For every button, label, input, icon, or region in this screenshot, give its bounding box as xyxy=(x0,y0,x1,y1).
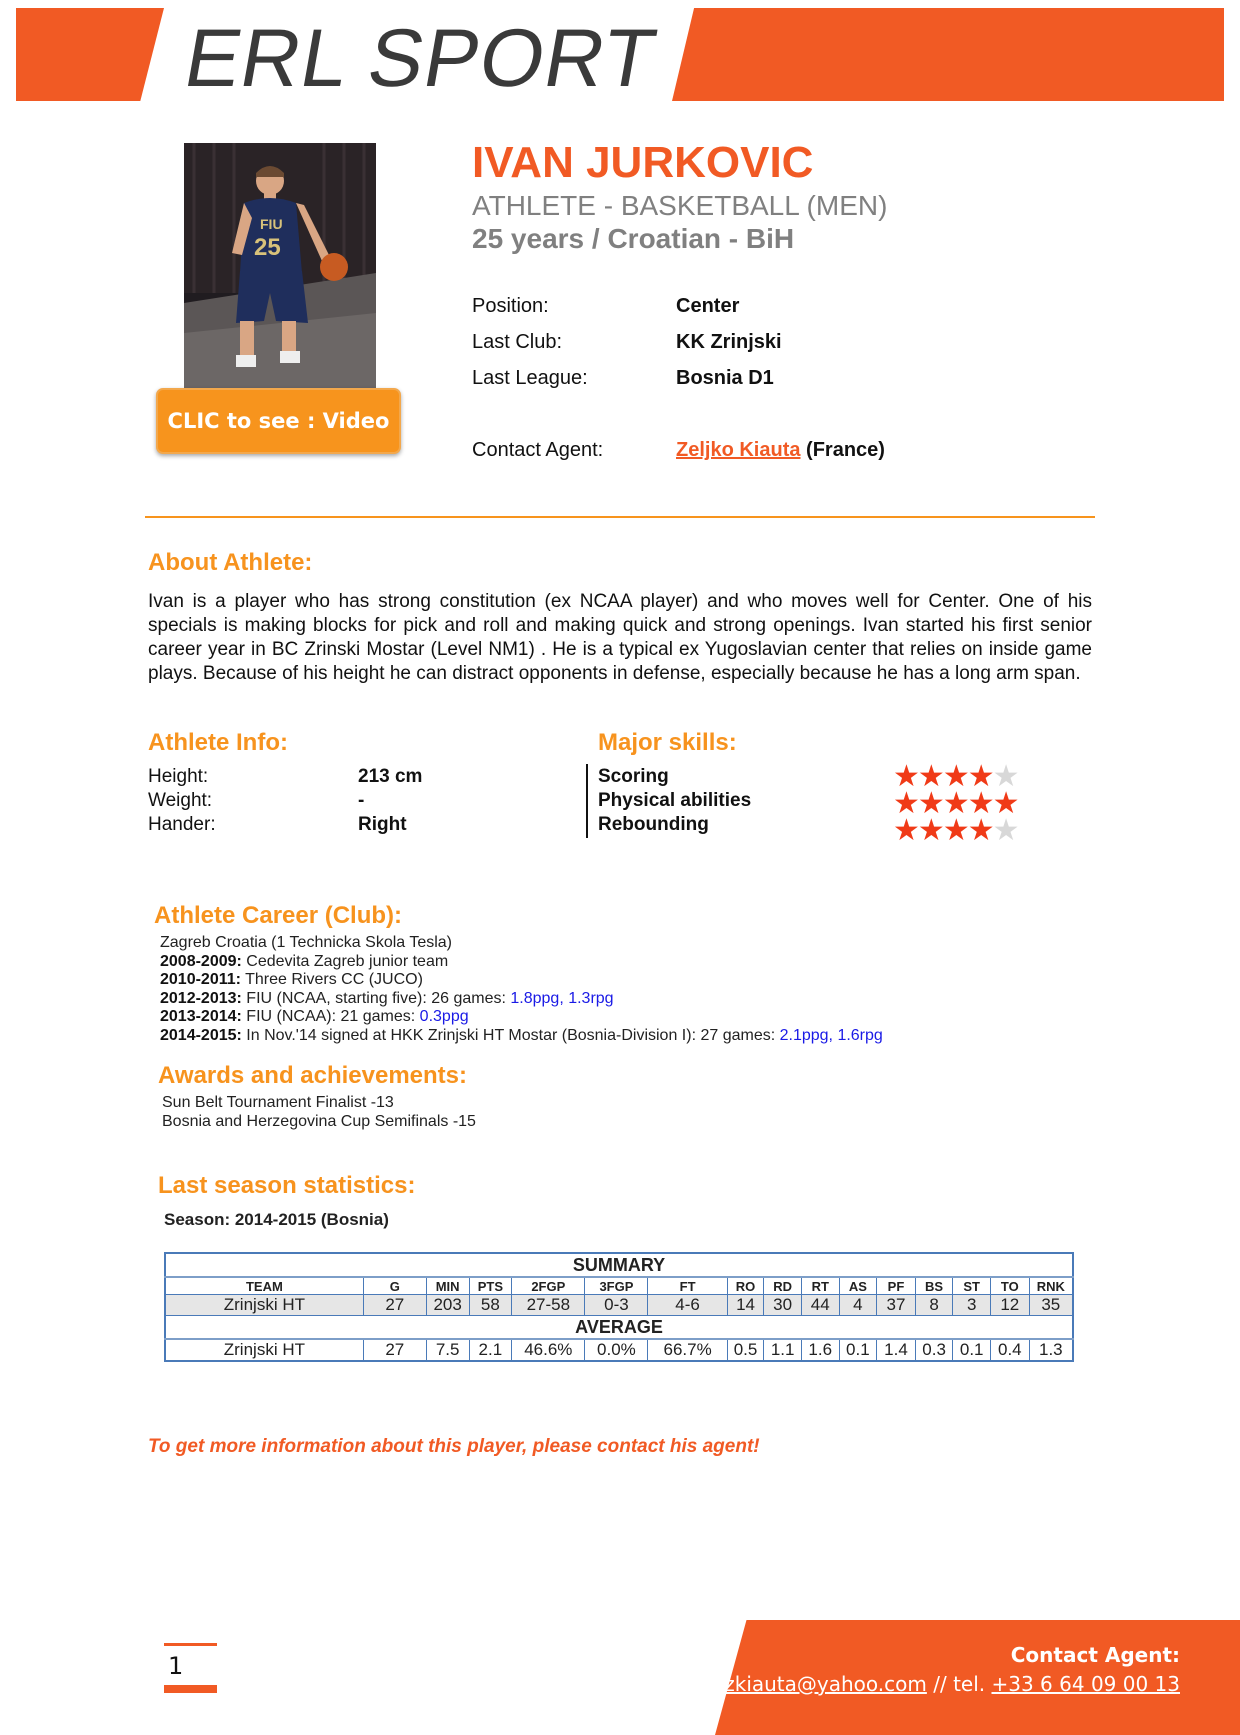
height-label: Height: xyxy=(148,766,209,787)
skill-stars-row xyxy=(893,814,1018,847)
last-club-value: KK Zrinjski xyxy=(676,331,782,353)
star-filled-icon: ★ xyxy=(917,814,943,847)
star-filled-icon: ★ xyxy=(893,814,918,847)
info-skills-divider xyxy=(586,764,588,838)
season-label: Season: 2014-2015 (Bosnia) xyxy=(164,1210,389,1229)
average-cell: 0.0% xyxy=(585,1339,648,1361)
athlete-role: ATHLETE - BASKETBALL (MEN) xyxy=(472,190,888,221)
skill-stars-row xyxy=(893,787,1018,820)
summary-cell: 35 xyxy=(1029,1295,1073,1316)
header-left-band xyxy=(16,8,164,101)
columns-cell: FT xyxy=(648,1277,727,1295)
columns-cell: AS xyxy=(839,1277,877,1295)
contact-agent-label: Contact Agent: xyxy=(472,439,604,461)
average-cell: 66.7% xyxy=(648,1339,727,1361)
stats-table xyxy=(164,1252,1074,1362)
summary-cell: Zrinjski HT xyxy=(165,1295,363,1316)
average-cell: 46.6% xyxy=(512,1339,585,1361)
award-line: Sun Belt Tournament Finalist -13 xyxy=(162,1094,394,1111)
average-cell: 0.5 xyxy=(727,1339,764,1361)
hander-label: Hander: xyxy=(148,814,216,835)
columns-cell: 3FGP xyxy=(585,1277,648,1295)
weight-value: - xyxy=(358,790,365,811)
star-filled-icon: ★ xyxy=(893,787,918,820)
summary-cell: 44 xyxy=(801,1295,839,1316)
footer-email-link[interactable]: zkiauta@yahoo.com xyxy=(724,1672,927,1696)
stats-title: Last season statistics: xyxy=(158,1172,416,1199)
average-cell: 0.4 xyxy=(991,1339,1030,1361)
summary-cell: 58 xyxy=(469,1295,512,1316)
jersey-school: FIU xyxy=(260,216,283,232)
jersey-number: 25 xyxy=(254,234,281,261)
average-cell: 0.3 xyxy=(915,1339,953,1361)
footnote: To get more information about this player, please contact his agent! xyxy=(148,1436,760,1457)
career-line: 2014-2015: In Nov.'14 signed at HKK Zrinjski HT Mostar (Bosnia-Division I): 27 games: 2.1ppg, 1.6rpg xyxy=(160,1026,883,1044)
last-league-value: Bosnia D1 xyxy=(676,367,774,389)
footer-separator: // tel. xyxy=(926,1672,992,1696)
page-number-bottom-bar xyxy=(164,1685,217,1693)
athlete-info-title: Athlete Info: xyxy=(148,729,288,756)
career-list xyxy=(160,934,883,1045)
agent-name-link[interactable]: Zeljko Kiauta xyxy=(676,439,801,461)
summary-cell: 203 xyxy=(426,1295,469,1316)
skills-title: Major skills: xyxy=(598,729,737,756)
average-cell: 27 xyxy=(363,1339,426,1361)
summary-cell: 0-3 xyxy=(585,1295,648,1316)
page-number-top-bar xyxy=(164,1643,217,1646)
skill-physical: Physical abilities xyxy=(598,790,752,811)
video-button[interactable]: CLIC to see : Video xyxy=(156,388,401,454)
star-filled-icon: ★ xyxy=(992,787,1018,820)
average-row xyxy=(165,1339,1073,1361)
page-number: 1 xyxy=(168,1652,184,1680)
athlete-name: IVAN JURKOVIC xyxy=(472,138,814,187)
columns-cell: RD xyxy=(764,1277,802,1295)
star-filled-icon: ★ xyxy=(917,760,943,793)
last-club-label: Last Club: xyxy=(472,331,563,353)
star-empty-icon: ★ xyxy=(992,814,1018,847)
star-filled-icon: ★ xyxy=(942,760,968,793)
career-line: Zagreb Croatia (1 Technicka Skola Tesla) xyxy=(160,934,452,951)
contact-agent-value xyxy=(676,439,885,462)
columns-cell: RO xyxy=(727,1277,764,1295)
star-filled-icon: ★ xyxy=(917,787,943,820)
average-cell: 0.1 xyxy=(839,1339,877,1361)
columns-cell: RT xyxy=(801,1277,839,1295)
awards-list xyxy=(162,1094,476,1131)
summary-cell: 12 xyxy=(991,1295,1030,1316)
average-cell: 1.4 xyxy=(877,1339,916,1361)
summary-cell: 27-58 xyxy=(512,1295,585,1316)
skill-rebounding: Rebounding xyxy=(598,814,709,835)
height-value: 213 cm xyxy=(358,766,423,787)
star-filled-icon: ★ xyxy=(942,787,968,820)
athlete-photo xyxy=(184,143,376,388)
summary-cell: 4 xyxy=(839,1295,877,1316)
career-line: 2010-2011: Three Rivers CC (JUCO) xyxy=(160,971,423,988)
columns-cell: G xyxy=(363,1277,426,1295)
footer-phone-link[interactable]: +33 6 64 09 00 13 xyxy=(991,1672,1180,1696)
average-cell: Zrinjski HT xyxy=(165,1339,363,1361)
weight-label: Weight: xyxy=(148,790,213,811)
average-cell: 1.3 xyxy=(1029,1339,1073,1361)
average-cell: 2.1 xyxy=(469,1339,512,1361)
section-divider xyxy=(145,516,1095,518)
star-filled-icon: ★ xyxy=(967,814,993,847)
columns-cell: MIN xyxy=(426,1277,469,1295)
position-label: Position: xyxy=(472,295,549,317)
footer-contact-title: Contact Agent: xyxy=(1010,1643,1180,1667)
summary-cell: 14 xyxy=(727,1295,764,1316)
career-line: 2008-2009: Cedevita Zagreb junior team xyxy=(160,952,449,970)
columns-cell: RNK xyxy=(1029,1277,1073,1295)
columns-cell: 2FGP xyxy=(512,1277,585,1295)
about-title: About Athlete: xyxy=(148,549,313,576)
summary-caption: SUMMARY xyxy=(165,1253,1073,1277)
summary-cell: 37 xyxy=(877,1295,916,1316)
average-cell: 1.6 xyxy=(801,1339,839,1361)
average-cell: 7.5 xyxy=(426,1339,469,1361)
star-filled-icon: ★ xyxy=(967,787,993,820)
skill-stars-row xyxy=(893,760,1018,793)
summary-cell: 8 xyxy=(915,1295,953,1316)
about-text: Ivan is a player who has strong constitution (ex NCAA player) and who moves well for Center. One of his specials is making blocks for pick and roll and making quick and strong openings. Ivan started his first senior career year in BC Zrinski Mostar (Level NM1) . He is a typical ex Yugoslavian center that relies on inside game plays. Because of his height he can distract opponents in defense, especially because he has a long arm span. xyxy=(148,591,1092,684)
columns-cell: PTS xyxy=(469,1277,512,1295)
career-title: Athlete Career (Club): xyxy=(154,902,403,929)
career-line: 2012-2013: FIU (NCAA, starting five): 26 games: 1.8ppg, 1.3rpg xyxy=(160,989,614,1007)
stats-header-row xyxy=(165,1277,1073,1295)
columns-cell: ST xyxy=(953,1277,991,1295)
athlete-age-nationality: 25 years / Croatian - BiH xyxy=(472,223,795,254)
brand-logo: ERL SPORT xyxy=(178,13,664,104)
columns-cell: BS xyxy=(915,1277,953,1295)
hander-value: Right xyxy=(358,814,407,835)
summary-cell: 3 xyxy=(953,1295,991,1316)
average-cell: 0.1 xyxy=(953,1339,991,1361)
summary-row xyxy=(165,1295,1073,1316)
average-caption: AVERAGE xyxy=(165,1316,1073,1340)
summary-cell: 30 xyxy=(764,1295,802,1316)
columns-cell: TO xyxy=(991,1277,1030,1295)
awards-title: Awards and achievements: xyxy=(158,1062,468,1089)
award-line: Bosnia and Herzegovina Cup Semifinals -15 xyxy=(162,1112,476,1130)
star-filled-icon: ★ xyxy=(893,760,918,793)
last-league-label: Last League: xyxy=(472,367,588,389)
average-cell: 1.1 xyxy=(764,1339,802,1361)
summary-cell: 27 xyxy=(363,1295,426,1316)
columns-cell: PF xyxy=(877,1277,916,1295)
star-empty-icon: ★ xyxy=(992,760,1018,793)
agent-country: (France) xyxy=(806,439,885,461)
career-line: 2013-2014: FIU (NCAA): 21 games: 0.3ppg xyxy=(160,1008,469,1025)
summary-cell: 4-6 xyxy=(648,1295,727,1316)
columns-cell: TEAM xyxy=(165,1277,363,1295)
position-value: Center xyxy=(676,295,740,317)
header-right-band xyxy=(672,8,1224,101)
star-filled-icon: ★ xyxy=(942,814,968,847)
footer-contact-line xyxy=(724,1672,1180,1696)
skill-scoring: Scoring xyxy=(598,766,669,787)
star-filled-icon: ★ xyxy=(967,760,993,793)
